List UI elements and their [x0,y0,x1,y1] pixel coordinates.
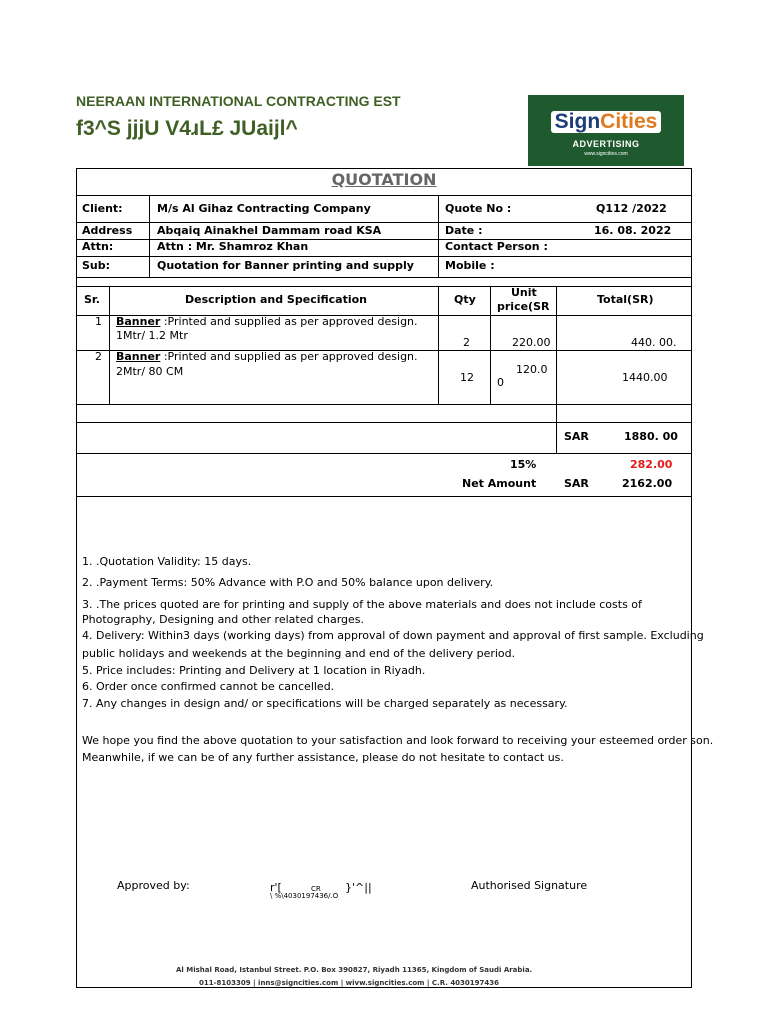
term-prices-continued: Photography, Designing and other related charges. [82,613,365,626]
row-total: 1440.00 [622,371,668,384]
header-description: Description and Specification [185,293,367,306]
divider [76,453,692,454]
address-label: Address [82,224,133,237]
logo-subtitle: ADVERTISING [572,139,640,149]
logo-cities-text: Cities [600,110,658,133]
logo-url: www.signcities.com [584,151,628,157]
client-value: M/s Al Gihaz Contracting Company [157,202,371,215]
divider [76,404,692,405]
header-qty: Qty [454,293,476,306]
column-line [556,286,557,453]
logo-sign-text: Sign [554,110,601,133]
stamp-text: r'[ [270,881,282,894]
quote-number-label: Quote No : [445,202,512,215]
row-sr: 2 [95,350,102,363]
authorised-signature-label: Authorised Signature [471,879,588,892]
divider [76,286,692,287]
company-name-arabic: f3^S jjjU V4ɹL£ JUaijl^ [76,117,298,140]
divider [76,256,692,257]
mobile-label: Mobile : [445,259,495,272]
date-value: 16. 08. 2022 [594,224,672,237]
attn-label: Attn: [82,240,114,253]
term-price-includes: 5. Price includes: Printing and Delivery at 1 location in Riyadh. [82,664,426,677]
vat-percent: 15% [510,458,537,471]
column-line [438,195,439,277]
approved-by-label: Approved by: [117,879,190,892]
vat-amount: 282.00 [630,458,673,471]
net-amount-currency: SAR [564,477,589,490]
footer-address: Al Mishal Road, Istanbul Street. P.O. Box 390827, Riyadh 11365, Kingdom of Saudi Arabia. [176,966,533,974]
row-description [116,350,418,364]
company-name-english: NEERAAN INTERNATIONAL CONTRACTING EST [76,93,401,109]
row-desc-line2: 1Mtr/ 1.2 Mtr [116,329,188,342]
divider [76,496,692,497]
stamp-number: \ %\4030197436/.O [270,892,339,900]
header-total: Total(SR) [597,293,654,306]
quote-number-value: Q112 /2022 [596,202,667,215]
row-desc-line2: 2Mtr/ 80 CM [116,365,184,378]
closing-line-2: Meanwhile, if we can be of any further assistance, please do not hesitate to contact us. [82,751,564,764]
column-line [438,286,439,404]
subtotal-amount: 1880. 00 [624,430,678,443]
stamp-cr-text: CR [311,885,321,893]
document-title: QUOTATION [331,170,437,189]
subject-value: Quotation for Banner printing and supply [157,259,414,272]
divider [76,277,692,278]
attn-value: Attn : Mr. Shamroz Khan [157,240,309,253]
row-item-name: Banner [116,315,161,328]
row-unit-price: 220.00 [512,336,551,349]
row-qty: 2 [463,336,470,349]
column-line [109,286,110,404]
subtotal-currency: SAR [564,430,589,443]
term-changes: 7. Any changes in design and/ or specifications will be charged separately as necessary. [82,697,568,710]
subject-label: Sub: [82,259,111,272]
row-sr: 1 [95,315,102,328]
divider [76,195,692,196]
row-desc-line1: :Printed and supplied as per approved design. [160,315,418,328]
column-line [149,195,150,277]
divider [76,422,692,423]
net-amount-value: 2162.00 [622,477,673,490]
net-amount-label: Net Amount [462,477,537,490]
contact-person-label: Contact Person : [445,240,548,253]
term-delivery: 4. Delivery: Within3 days (working days) from approval of down payment and approval of first sample. Excluding [82,629,704,642]
footer-contact: 011-8103309 | inns@signcities.com | wivw.signcities.com | C.R. 4030197436 [199,979,500,987]
header-sr: Sr. [84,293,100,306]
row-item-name: Banner [116,350,161,363]
term-payment: 2. .Payment Terms: 50% Advance with P.O and 50% balance upon delivery. [82,576,494,589]
row-description [116,315,418,329]
header-unit-price: price(SR [497,300,550,313]
closing-line-1: We hope you find the above quotation to your satisfaction and look forward to receiving your esteemed order son. [82,734,714,747]
term-validity: 1. .Quotation Validity: 15 days. [82,555,252,568]
address-value: Abqaiq Ainakhel Dammam road KSA [157,224,382,237]
signcities-logo [528,95,684,166]
header-unit: Unit [511,286,537,299]
date-label: Date : [445,224,483,237]
row-qty: 12 [460,371,474,384]
term-cancellation: 6. Order once confirmed cannot be cancelled. [82,680,335,693]
column-line [490,286,491,404]
row-unit-price: 120.0 [516,363,548,376]
logo-wordmark [528,111,684,133]
row-total: 440. 00. [631,336,677,349]
term-delivery-continued: public holidays and weekends at the beginning and end of the delivery period. [82,647,516,660]
stamp-text-right: }'^|| [345,881,372,894]
row-unit-price-continued: 0 [497,376,504,389]
term-prices: 3. .The prices quoted are for printing and supply of the above materials and does not include costs of [82,598,642,611]
client-label: Client: [82,202,123,215]
row-desc-line1: :Printed and supplied as per approved design. [160,350,418,363]
divider [76,222,692,223]
